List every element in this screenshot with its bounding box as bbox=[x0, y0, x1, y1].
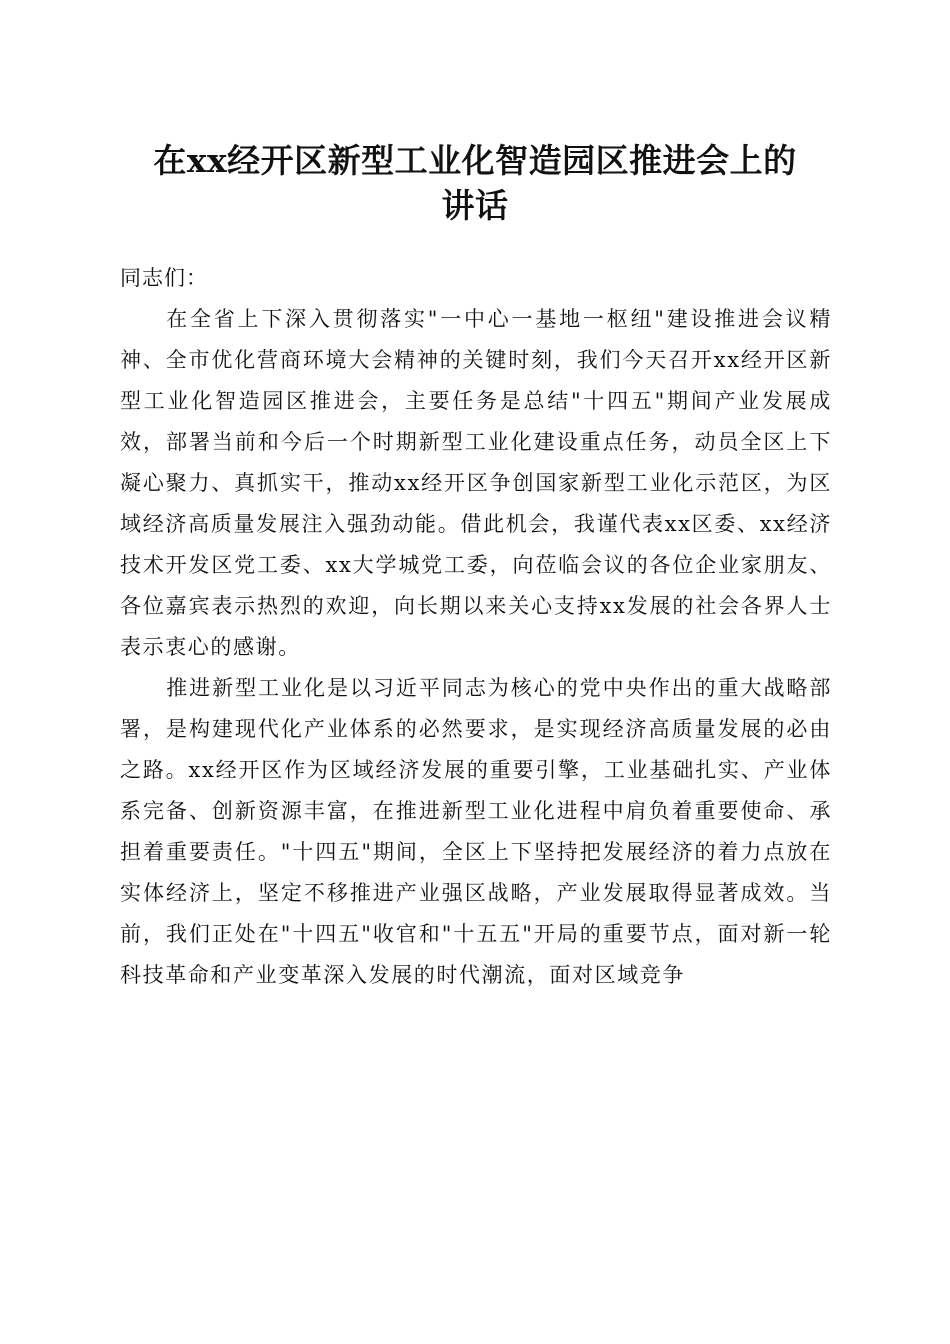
title-line-2: 讲话 bbox=[441, 186, 509, 225]
paragraph-1: 在全省上下深入贯彻落实"一中心一基地一枢纽"建设推进会议精神、全市优化营商环境大会精神的关键时刻，我们今天召开xx经开区新型工业化智造园区推进会，主要任务是总结"十四五"期间产业发展成效，部署当前和今后一个时期新型工业化建设重点任务，动员全区上下凝心聚力、真抓实干，推动xx经开区争创国家新型工业化示范区，为区域经济高质量发展注入强劲动能。借此机会，我谨代表xx区委、xx经济技术开发区党工委、xx大学城党工委，向莅临会议的各位企业家朋友、各位嘉宾表示热烈的欢迎，向长期以来关心支持xx发展的社会各界人士表示衷心的感谢。 bbox=[120, 307, 832, 659]
greeting: 同志们： bbox=[120, 266, 208, 290]
document-body bbox=[120, 258, 832, 996]
paragraph-2: 推进新型工业化是以习近平同志为核心的党中央作出的重大战略部署，是构建现代化产业体系的必然要求，是实现经济高质量发展的必由之路。xx经开区作为区域经济发展的重要引擎，工业基础扎实、产业体系完备、创新资源丰富，在推进新型工业化进程中肩负着重要使命、承担着重要责任。"十四五"期间，全区上下坚持把发展经济的着力点放在实体经济上，坚定不移推进产业强区战略，产业发展取得显著成效。当前，我们正处在"十四五"收官和"十五五"开局的重要节点，面对新一轮科技革命和产业变革深入发展的时代潮流，面对区域竞争 bbox=[120, 676, 832, 987]
title-line-1: 在xx经开区新型工业化智造园区推进会上的 bbox=[153, 141, 797, 180]
document-title bbox=[100, 138, 850, 228]
